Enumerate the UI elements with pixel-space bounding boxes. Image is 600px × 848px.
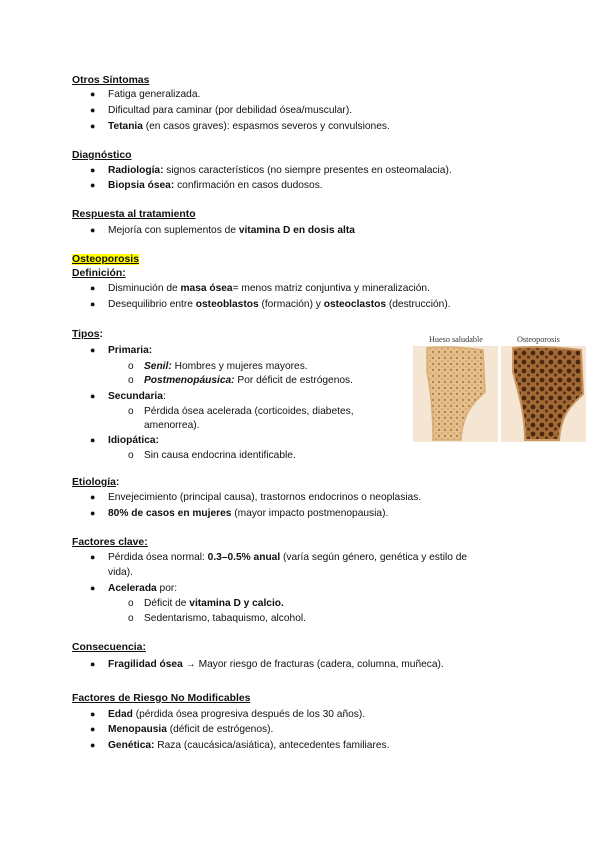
figure-label-osteoporosis: Osteoporosis [517, 335, 560, 344]
list-item [144, 449, 296, 462]
item-bold: Idiopática: [108, 435, 159, 446]
list-item [144, 597, 284, 610]
bone-illustration [413, 332, 586, 442]
list-item [108, 507, 388, 520]
subheading-definicion: Definición: [72, 268, 126, 279]
item-text: por: [156, 583, 178, 594]
list-item [108, 658, 444, 671]
item-text: (pérdida ósea progresiva después de los 30 años). [132, 709, 366, 720]
list-item [108, 344, 152, 357]
bullet-icon: ● [90, 435, 96, 445]
bullet-icon: ● [90, 740, 96, 750]
bullet-icon: ● [90, 283, 96, 293]
item-bold: Secundaria [108, 391, 163, 402]
subheading-etiologia [72, 476, 119, 489]
subheading-factores-clave: Factores clave: [72, 537, 148, 548]
item-bold: Fragilidad ósea [108, 659, 183, 670]
heading-text: Etiología [72, 477, 116, 488]
sub-bullet-icon: o [128, 598, 134, 609]
item-text: Pérdida ósea normal: [108, 552, 208, 563]
item-bold: osteoclastos [323, 299, 387, 310]
list-item-continuation [144, 419, 200, 432]
list-item [108, 120, 390, 133]
bullet-icon: ● [90, 508, 96, 518]
subheading-tipos [72, 328, 103, 341]
item-bold: Genética: [108, 740, 155, 751]
item-text: vida). [108, 567, 133, 578]
figure-label-healthy: Hueso saludable [429, 335, 483, 344]
item-text: = menos matriz conjuntiva y mineralización. [232, 283, 430, 294]
item-bold: Tetania [108, 121, 143, 132]
item-text: amenorrea). [144, 420, 200, 431]
highlighted-title: Osteoporosis [72, 254, 139, 265]
section-heading-osteoporosis [72, 253, 139, 266]
bullet-icon: ● [90, 299, 96, 309]
section-heading-otros-sintomas: Otros Síntomas [72, 75, 150, 86]
list-item [108, 104, 352, 117]
bullet-icon: ● [90, 180, 96, 190]
list-item [108, 88, 200, 101]
heading-colon: : [99, 329, 103, 340]
sub-bullet-icon: o [128, 375, 134, 386]
bullet-icon: ● [90, 345, 96, 355]
list-item [108, 179, 323, 192]
bone-comparison-figure [413, 332, 586, 442]
item-bold: Menopausia [108, 724, 167, 735]
list-item [144, 374, 353, 387]
item-bold-italic: Postmenopáusica: [144, 375, 235, 386]
subheading-consecuencia: Consecuencia: [72, 642, 146, 653]
item-bold: vitamina D y calcio. [189, 598, 284, 609]
item-bold: Biopsia ósea: [108, 180, 175, 191]
bullet-icon: ● [90, 225, 96, 235]
bullet-icon: ● [90, 89, 96, 99]
section-heading-respuesta: Respuesta al tratamiento [72, 209, 196, 220]
item-text: Mejoría con suplementos de [108, 225, 239, 236]
list-item [108, 708, 365, 721]
bullet-icon: ● [90, 709, 96, 719]
sub-bullet-icon: o [128, 613, 134, 624]
item-text: (formación) y [258, 299, 324, 310]
item-text: Pérdida ósea acelerada (corticoides, diabetes, [144, 406, 354, 417]
bullet-icon: ● [90, 583, 96, 593]
item-bold: Primaria: [108, 345, 153, 356]
item-text: Dificultad para caminar (por debilidad ósea/muscular). [108, 105, 353, 116]
item-text: Desequilibrio entre [108, 299, 196, 310]
section-heading-diagnostico: Diagnóstico [72, 150, 132, 161]
item-text: Hombres y mujeres mayores. [171, 361, 308, 372]
sub-bullet-icon: o [128, 406, 134, 417]
item-text: → Mayor riesgo de fracturas (cadera, columna, muñeca). [182, 659, 444, 670]
item-bold: Radiología: [108, 165, 164, 176]
item-bold: vitamina D en dosis alta [238, 225, 355, 236]
item-text: Sin causa endocrina identificable. [144, 450, 296, 461]
list-item [108, 298, 451, 311]
bullet-icon: ● [90, 391, 96, 401]
bullet-icon: ● [90, 552, 96, 562]
item-text: (mayor impacto postmenopausia). [231, 508, 389, 519]
item-bold: masa ósea [180, 283, 233, 294]
item-text: Por déficit de estrógenos. [234, 375, 353, 386]
bullet-icon: ● [90, 492, 96, 502]
item-text: signos característicos (no siempre presentes en osteomalacia). [163, 165, 452, 176]
item-bold: Edad [108, 709, 133, 720]
list-item [108, 434, 159, 447]
list-item [144, 405, 354, 418]
item-text: Disminución de [108, 283, 181, 294]
item-text: Raza (caucásica/asiática), antecedentes familiares. [154, 740, 390, 751]
item-text: : [162, 391, 166, 402]
list-item [108, 390, 166, 403]
item-text: Déficit de [144, 598, 190, 609]
list-item [108, 551, 467, 564]
bullet-icon: ● [90, 659, 96, 669]
list-item [108, 224, 355, 237]
item-text: (déficit de estrógenos). [166, 724, 274, 735]
heading-text: Tipos [72, 329, 100, 340]
sub-bullet-icon: o [128, 450, 134, 461]
item-text: Sedentarismo, tabaquismo, alcohol. [144, 613, 306, 624]
list-item [108, 582, 177, 595]
list-item [108, 282, 430, 295]
heading-colon: : [115, 477, 120, 488]
item-text: (en casos graves): espasmos severos y convulsiones. [142, 121, 390, 132]
list-item [108, 164, 452, 177]
item-bold: osteoblastos [195, 299, 259, 310]
subheading-factores-riesgo: Factores de Riesgo No Modificables [72, 693, 251, 704]
bullet-icon: ● [90, 105, 96, 115]
item-bold: 0.3–0.5% anual [207, 552, 281, 563]
sub-bullet-icon: o [128, 361, 134, 372]
bullet-icon: ● [90, 724, 96, 734]
bullet-icon: ● [90, 121, 96, 131]
list-item [144, 612, 306, 625]
item-text: Envejecimiento (principal causa), trastornos endocrinos o neoplasias. [108, 492, 422, 503]
item-text: Fatiga generalizada. [108, 89, 201, 100]
list-item-continuation [108, 566, 133, 579]
list-item [144, 360, 308, 373]
list-item [108, 723, 273, 736]
item-text: confirmación en casos dudosos. [174, 180, 323, 191]
list-item [108, 491, 421, 504]
item-text: (varía según género, genética y estilo de [280, 552, 468, 563]
item-bold: 80% de casos en mujeres [108, 508, 232, 519]
bullet-icon: ● [90, 165, 96, 175]
list-item [108, 739, 389, 752]
item-bold: Acelerada [108, 583, 157, 594]
item-bold-italic: Senil: [144, 361, 172, 372]
item-text: (destrucción). [386, 299, 451, 310]
